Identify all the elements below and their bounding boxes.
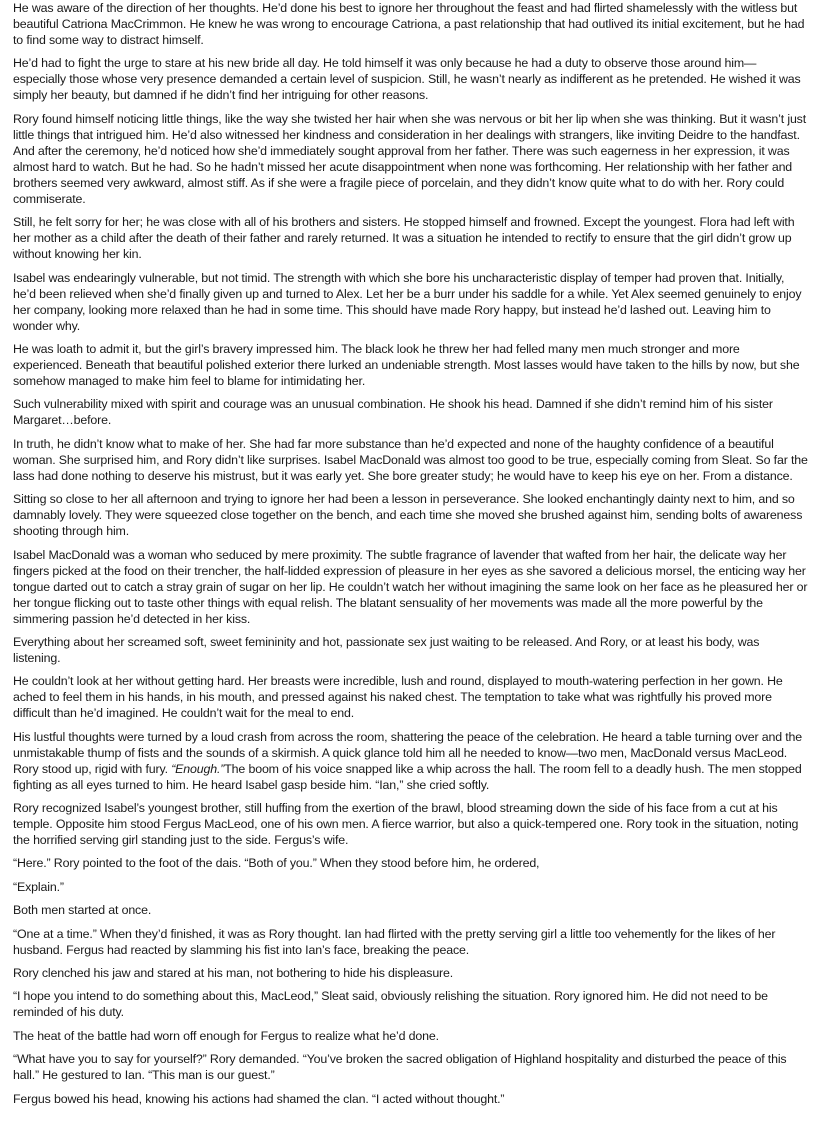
paragraph — [13, 902, 808, 918]
text-run: Such vulnerability mixed with spirit and courage was an unusual combination. He shook his head. Damned if she didn’t remind him of his sister Margaret…before. — [13, 397, 773, 428]
paragraph — [13, 1028, 808, 1044]
paragraph — [13, 855, 808, 871]
text-run: Both men started at once. — [13, 903, 152, 918]
text-run: Isabel was endearingly vulnerable, but not timid. The strength with which she bore his uncharacteristic display of temper had proven that. Initially, he’d been relieved when she’d finally given up and turned to Alex. Let her be a burr under his saddle for a while. Yet Alex seemed genuinely to enjoy her company, looking more relaxed than he had in some time. This should have made Rory happy, but instead he’d lashed out. Leaving him to wonder why. — [13, 270, 802, 333]
text-run: In truth, he didn’t know what to make of her. She had far more substance than he’d expected and none of the haughty confidence of a beautiful woman. She surprised him, and Rory didn’t like surprises. Isabel MacDonald was almost too good to be true, especially coming from Sleat. So far the lass had done nothing to deserve his mistrust, but it was early yet. She bore greater study; he would have to keep his eye on her. From a distance. — [13, 436, 808, 483]
text-run: “Here.” Rory pointed to the foot of the dais. “Both of you.” When they stood before him, he ordered, — [13, 856, 540, 871]
paragraph — [13, 1091, 808, 1107]
text-run: He couldn’t look at her without getting hard. Her breasts were incredible, lush and round, displayed to mouth-watering perfection in her gown. He ached to feel them in his hands, in his mouth, and pressed against his naked chest. The temptation to take what was rightfully his proved more difficult than he’d imagined. He couldn’t wait for the meal to end. — [13, 674, 783, 721]
text-run: Everything about her screamed soft, sweet femininity and hot, passionate sex just waiting to be released. And Rory, or at least his body, was listening. — [13, 634, 760, 665]
text-run: “Explain.” — [13, 879, 64, 894]
paragraph — [13, 111, 808, 207]
text-run: The heat of the battle had worn off enough for Fergus to realize what he’d done. — [13, 1028, 439, 1043]
text-run: Sitting so close to her all afternoon and trying to ignore her had been a lesson in perseverance. She looked enchantingly dainty next to him, and so damnably lovely. They were squeezed close together on the bench, and each time she moved she brushed against him, sending bolts of awareness shooting through him. — [13, 492, 803, 539]
paragraph — [13, 270, 808, 334]
text-run: Isabel MacDonald was a woman who seduced by mere proximity. The subtle fragrance of lavender that wafted from her hair, the delicate way her fingers picked at the food on their trencher, the half-lidded expression of pleasure in her eyes as she savored a delicious morsel, the enticing way her tongue darted out to catch a stray grain of sugar on her lip. He couldn’t watch her without imagining the same look on her face as he pleasured her or her tongue flicking out to taste other things with equal relish. The blatant sensuality of her movements was made all the more powerful by the simmering passion he’d detected in her kiss. — [13, 547, 808, 626]
paragraph — [13, 673, 808, 721]
paragraph — [13, 341, 808, 389]
paragraph — [13, 879, 808, 895]
text-run: Fergus bowed his head, knowing his actions had shamed the clan. “I acted without thought.” — [13, 1091, 505, 1106]
paragraph — [13, 491, 808, 539]
paragraph — [13, 436, 808, 484]
text-run: “One at a time.” When they’d finished, it was as Rory thought. Ian had flirted with the pretty serving girl a little too vehemently for the likes of her husband. Fergus had reacted by slamming his fist into Ian’s face, breaking the peace. — [13, 926, 776, 957]
document-page — [13, 0, 808, 1114]
paragraph — [13, 547, 808, 627]
paragraph — [13, 634, 808, 666]
paragraph — [13, 800, 808, 848]
paragraph — [13, 988, 808, 1020]
paragraph — [13, 926, 808, 958]
paragraph — [13, 214, 808, 262]
paragraph — [13, 55, 808, 103]
text-run: His lustful thoughts were turned by a loud crash from across the room, shattering the peace of the celebration. He heard a table turning over and the unmistakable thump of fists and the sounds of a skirmish. A quick glance told him all he needed to know—two men, MacDonald versus MacLeod. Rory stood up, rigid with fury. — [13, 729, 803, 776]
text-run: He’d had to fight the urge to stare at his new bride all day. He told himself it was only because he had a duty to observe those around him—especially those whose very presence demanded a certain level of suspicion. Still, he wasn’t nearly as indifferent as he pretended. He wished it was simply her beauty, but damned if he didn’t find her intriguing for other reasons. — [13, 56, 801, 103]
text-run: He was loath to admit it, but the girl’s bravery impressed him. The black look he threw her had felled many men much stronger and more experienced. Beneath that beautiful polished exterior there lurked an undeniable strength. Most lasses would have taken to the hills by now, but she somehow managed to make him feel to blame for intimidating her. — [13, 341, 800, 388]
text-run: “I hope you intend to do something about this, MacLeod,” Sleat said, obviously relishing the situation. Rory ignored him. He did not need to be reminded of his duty. — [13, 989, 768, 1020]
paragraph — [13, 729, 808, 793]
text-run: He was aware of the direction of her thoughts. He’d done his best to ignore her throughout the feast and had flirted shamelessly with the witless but beautiful Catriona MacCrimmon. He knew he was wrong to encourage Catriona, a past relationship that had outlived its initial excitement, but he had to find some way to distract himself. — [13, 1, 805, 47]
paragraph — [13, 1051, 808, 1083]
paragraph — [13, 396, 808, 428]
text-run: Rory found himself noticing little things, like the way she twisted her hair when she was nervous or bit her lip when she was thinking. But it wasn’t just little things that intrigued him. He’d also witnessed her kindness and consideration in her dealings with strangers, like inviting Deidre to the handfast. And after the ceremony, he’d noticed how she’d immediately sought approval from her father. There was such eagerness in her expression, it was almost hard to watch. But he had. So he hadn’t missed her acute disappointment when none was forthcoming. Her relationship with her father and brothers seemed very awkward, almost stiff. As if she were a fragile piece of porcelain, and they didn’t know quite what to do with her. Rory could commiserate. — [13, 111, 807, 206]
text-run: “What have you to say for yourself?” Rory demanded. “You’ve broken the sacred obligation of Highland hospitality and disturbed the peace of this hall.” He gestured to Ian. “This man is our guest.” — [13, 1052, 787, 1083]
paragraph — [13, 0, 808, 48]
text-run: Still, he felt sorry for her; he was close with all of his brothers and sisters. He stopped himself and frowned. Except the youngest. Flora had left with her mother as a child after the death of their father and rarely returned. It was a situation he intended to rectify to ensure that the girl didn’t grow up without knowing her kin. — [13, 215, 795, 262]
text-run: The boom of his voice snapped like a whip across the hall. The room fell to a deadly hush. The men stopped fighting as all eyes turned to him. He heard Isabel gasp beside him. “Ian,” she cried softly. — [13, 761, 802, 792]
text-run: Rory clenched his jaw and stared at his man, not bothering to hide his displeasure. — [13, 966, 454, 981]
italic-text: “Enough.” — [171, 761, 225, 776]
text-run: Rory recognized Isabel’s youngest brother, still huffing from the exertion of the brawl, blood streaming down the side of his face from a cut at his temple. Opposite him stood Fergus MacLeod, one of his own men. A fierce warrior, but also a quick-tempered one. Rory took in the situation, noting the horrified serving girl standing just to the side. Fergus’s wife. — [13, 801, 799, 848]
paragraph — [13, 965, 808, 981]
